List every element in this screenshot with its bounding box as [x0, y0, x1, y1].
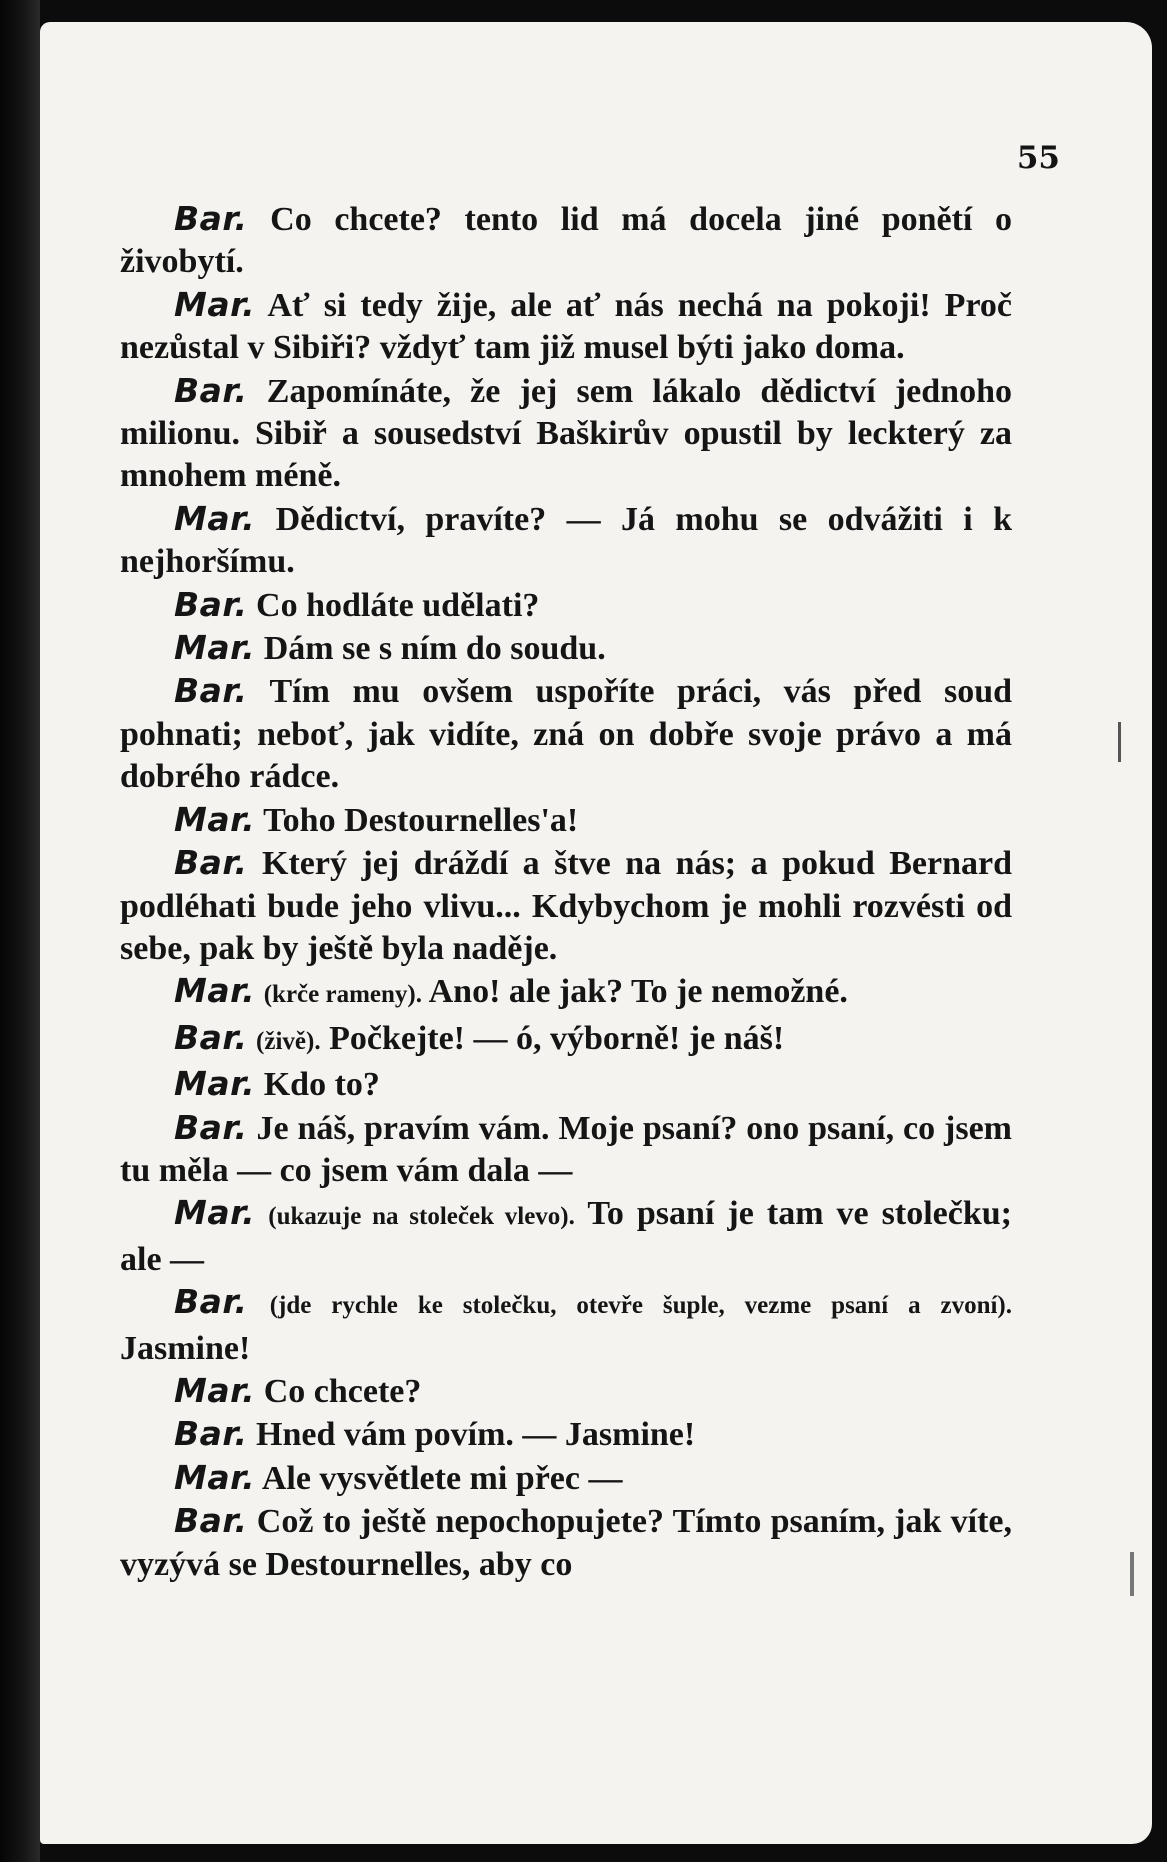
stage-direction: (jde rychle ke stolečku, otevře šuple, vezme psaní a zvoní).	[269, 1292, 1012, 1320]
speech-text: Který jej dráždí a štve na nás; a pokud Bernard podléhati bude jeho vlivu... Kdybychom je mohli rozvésti od sebe, pak by ještě byla naděje.	[120, 845, 1013, 967]
dialogue-line	[120, 284, 1012, 370]
speaker-name: Mar.	[174, 799, 256, 839]
dialogue-line	[120, 1370, 1012, 1413]
speech-text: Je náš, pravím vám. Moje psaní? ono psaní, co jsem tu měla — co jsem vám dala —	[120, 1109, 1012, 1189]
stage-direction: (ukazuje na stoleček vlevo).	[268, 1203, 575, 1231]
speaker-name: Bar.	[174, 843, 248, 883]
stage-direction: (živě).	[256, 1027, 321, 1055]
speaker-name: Mar.	[174, 628, 256, 668]
dialogue-text	[120, 198, 1012, 1586]
speech-text: Dám se s ním do soudu.	[263, 630, 606, 668]
speech-text: Zapomínáte, že jej sem lákalo dědictví jednoho milionu. Sibiř a sousedství Baškirův opustil by leckterý za mnohem méně.	[120, 372, 1013, 495]
speech-text: Což to ještě nepochopujete? Tímto psaním, jak víte, vyzývá se Destournelles, aby co	[120, 1503, 1012, 1583]
dialogue-line	[120, 1500, 1012, 1586]
dialogue-line	[120, 1413, 1012, 1456]
speaker-name: Mar.	[174, 1064, 256, 1104]
dialogue-line	[120, 970, 1012, 1016]
speaker-name: Mar.	[174, 1193, 256, 1233]
speech-text: Ať si tedy žije, ale ať nás nechá na pokoji! Proč nezůstal v Sibiři? vždyť tam již musel býti jako doma.	[120, 286, 1013, 367]
book-spine-shadow	[0, 0, 40, 1862]
speaker-name: Mar.	[174, 498, 256, 538]
speech-text: To psaní je tam ve stolečku; ale —	[120, 1195, 1013, 1278]
speech-text: Ano! ale jak? To je nemožné.	[428, 973, 848, 1011]
page-number: 55	[1016, 140, 1060, 176]
dialogue-line	[120, 1017, 1012, 1063]
speech-text: Jasmine!	[120, 1329, 251, 1367]
dialogue-line	[120, 1457, 1012, 1500]
speaker-name: Bar.	[174, 584, 248, 624]
dialogue-line	[120, 1281, 1012, 1370]
dialogue-line	[120, 799, 1012, 842]
dialogue-line	[120, 198, 1012, 284]
dialogue-line	[120, 627, 1012, 670]
dialogue-line	[120, 584, 1012, 627]
speaker-name: Bar.	[174, 1017, 248, 1057]
speech-text: Kdo to?	[263, 1066, 380, 1104]
scan-speck	[1118, 722, 1121, 762]
dialogue-line	[120, 842, 1012, 970]
speech-text: Co chcete?	[263, 1372, 422, 1410]
speaker-name: Mar.	[174, 1370, 256, 1410]
speaker-name: Bar.	[174, 370, 248, 410]
dialogue-line	[120, 1192, 1012, 1281]
dialogue-line	[120, 370, 1012, 498]
speaker-name: Bar.	[174, 199, 248, 238]
dialogue-line	[120, 1063, 1012, 1106]
dialogue-line	[120, 1107, 1012, 1193]
speaker-name: Bar.	[174, 671, 248, 711]
dialogue-line	[120, 670, 1012, 798]
scan-speck	[1130, 1552, 1134, 1596]
speech-text: Tím mu ovšem uspoříte práci, vás před soud pohnati; neboť, jak vidíte, zná on dobře svoje právo a má dobrého rádce.	[120, 673, 1013, 796]
speaker-name: Bar.	[174, 1282, 248, 1322]
speaker-name: Bar.	[174, 1414, 248, 1454]
speaker-name: Bar.	[174, 1107, 248, 1147]
speech-text: Toho Destournelles'a!	[263, 801, 579, 839]
speaker-name: Mar.	[174, 284, 256, 324]
stage-direction: (krče rameny).	[263, 981, 422, 1009]
speech-text: Co chcete? tento lid má docela jiné ponětí o živobytí.	[120, 201, 1013, 281]
speech-text: Počkejte! — ó, výborně! je náš!	[329, 1019, 785, 1057]
speaker-name: Mar.	[174, 971, 256, 1011]
speaker-name: Bar.	[174, 1501, 248, 1541]
speech-text: Dědictví, pravíte? — Já mohu se odvážiti i k nejhoršímu.	[120, 500, 1012, 581]
speaker-name: Mar.	[174, 1457, 256, 1497]
speech-text: Co hodláte udělati?	[256, 586, 540, 624]
dialogue-line	[120, 498, 1012, 584]
speech-text: Hned vám povím. — Jasmine!	[256, 1416, 696, 1454]
speech-text: Ale vysvětlete mi přec —	[261, 1459, 623, 1497]
book-page	[40, 22, 1152, 1844]
